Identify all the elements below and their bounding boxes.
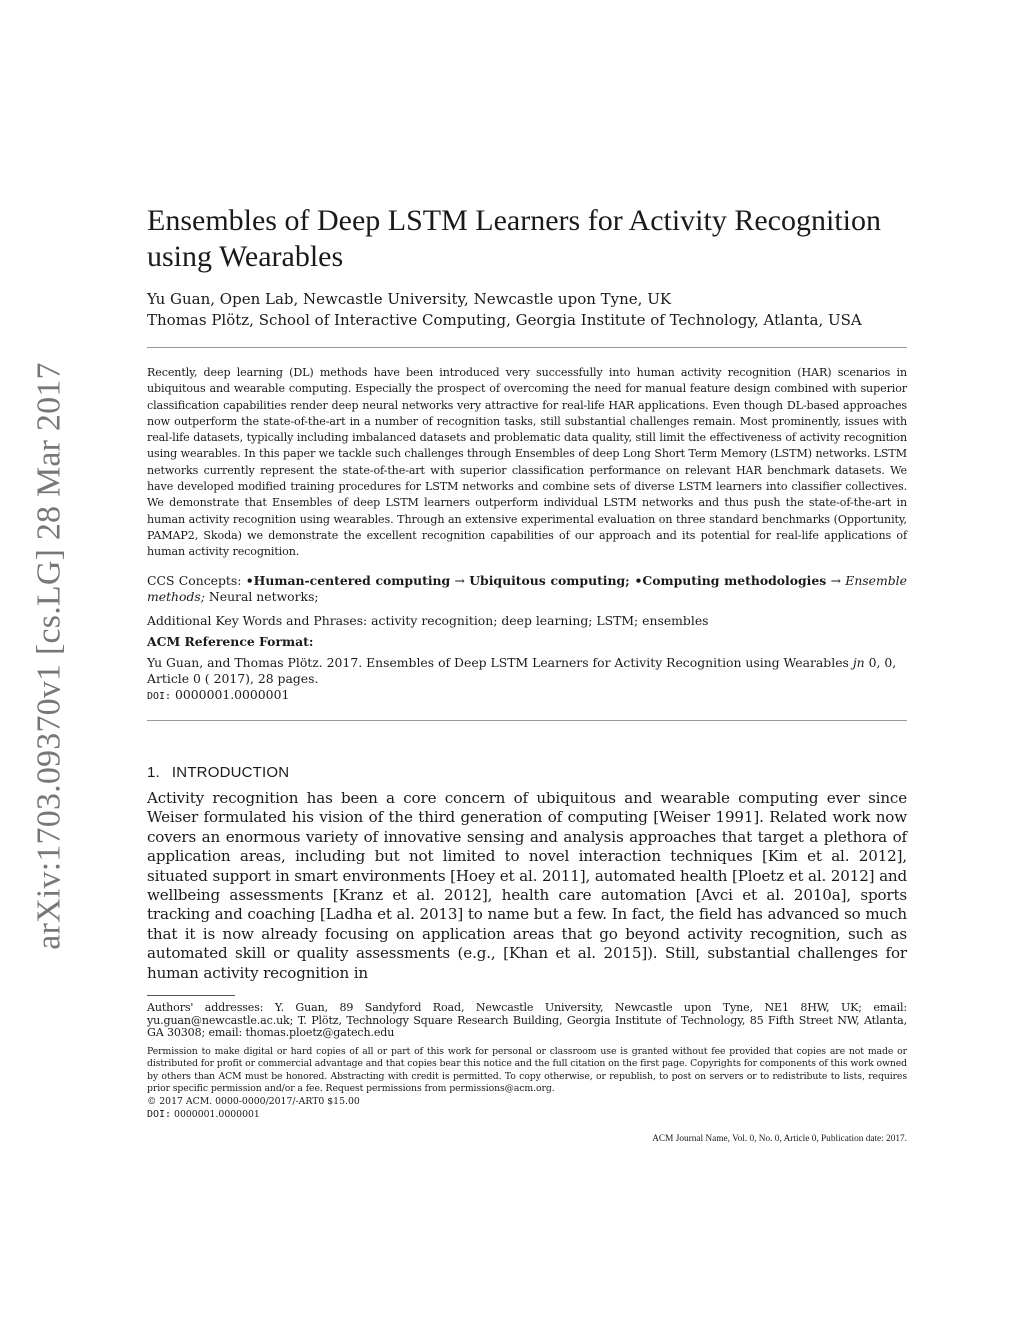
ccs-label: CCS Concepts: xyxy=(147,573,246,588)
keywords: Additional Key Words and Phrases: activity recognition; deep learning; LSTM; ensembles xyxy=(147,613,709,628)
author-block xyxy=(147,289,907,331)
ccs-concept-2: Ubiquitous computing; xyxy=(469,573,630,588)
arxiv-stamp xyxy=(12,362,88,950)
permission-notice: Permission to make digital or hard copies of all or part of this work for personal or classroom use is granted without fee provided that copies are not made or distributed for profit or commercial advantage and that copies bear this notice and the full citation on the first page. Copyrights for components of this work owned by others than ACM must be honored. Abstracting with credit is permitted. To copy otherwise, or republish, to post on servers or to redistribute to lists, requires prior specific permission and/or a fee. Request permissions from permissions@acm.org. xyxy=(147,1046,907,1095)
acm-reference-journal: jn xyxy=(852,655,865,670)
arxiv-stamp-text: arXiv:1703.09370v1 [cs.LG] 28 Mar 2017 xyxy=(31,362,68,950)
acm-reference-rest: 0, 0, Article 0 ( 2017), 28 pages. xyxy=(147,655,897,686)
ccs-concept-4: Ensemble methods; xyxy=(147,573,907,604)
ccs-concepts xyxy=(147,573,907,605)
abstract-rule xyxy=(147,720,907,721)
footnote-doi xyxy=(147,1109,907,1121)
ccs-arrow-1: → xyxy=(450,573,470,588)
acm-reference xyxy=(147,655,907,705)
running-footer: ACM Journal Name, Vol. 0, No. 0, Article 0, Publication date: 2017. xyxy=(652,1134,907,1144)
footnote-doi-label: DOI: xyxy=(147,1109,172,1120)
section-title: INTRODUCTION xyxy=(171,764,290,781)
acm-reference-heading: ACM Reference Format: xyxy=(147,634,314,649)
author-addresses: Authors' addresses: Y. Guan, 89 Sandyford Road, Newcastle University, Newcastle upon Tyne, NE1 8HW, UK; email: yu.guan@newcastle.ac.uk; T. Plötz, Technology Square Research Building, Georgia Institute of Technology, 85 Fifth Street NW, Atlanta, GA 30308; email: thomas.ploetz@gatech.edu xyxy=(147,1001,907,1040)
footnote-doi-value: 0000001.0000001 xyxy=(171,1109,260,1120)
header-rule xyxy=(147,347,907,348)
footnote-rule xyxy=(147,995,235,996)
ccs-concept-5: Neural networks; xyxy=(204,589,319,604)
doi-label: DOI: xyxy=(147,691,172,702)
introduction-body: Activity recognition has been a core concern of ubiquitous and wearable computing ever since Weiser formulated his vision of the third generation of computing [Weiser 1991]. Related work now covers an enormous variety of innovative sensing and analysis approaches that target a plethora of application areas, including but not limited to novel interaction techniques [Kim et al. 2012], situated support in smart environments [Hoey et al. 2011], automated health [Ploetz et al. 2012] and wellbeing assessments [Kranz et al. 2012], health care automation [Avci et al. 2010a], sports tracking and coaching [Ladha et al. 2013] to name but a few. In fact, the field has advanced so much that it is now already focusing on application areas that go beyond activity recognition, such as automated skill or quality assessments (e.g., [Khan et al. 2015]). Still, substantial challenges for human activity recognition in xyxy=(147,789,907,982)
paper-title: Ensembles of Deep LSTM Learners for Activity Recognition using Wearables xyxy=(147,204,881,273)
ccs-concept-3: •Computing methodologies xyxy=(629,573,827,588)
section-number: 1. xyxy=(147,764,160,781)
ccs-concept-1: •Human-centered computing xyxy=(245,573,451,588)
author-2: Thomas Plötz, School of Interactive Computing, Georgia Institute of Technology, Atlanta, USA xyxy=(147,311,862,329)
abstract: Recently, deep learning (DL) methods have been introduced very successfully into human activity recognition (HAR) scenarios in ubiquitous and wearable computing. Especially the prospect of overcoming the need for manual feature design combined with superior classification capabilities render deep neural networks very attractive for real-life HAR applications. Even though DL-based approaches now outperform the state-of-the-art in a number of recognition tasks, still substantial challenges remain. Most prominently, issues with real-life datasets, typically including imbalanced datasets and problematic data quality, still limit the effectiveness of activity recognition using wearables. In this paper we tackle such challenges through Ensembles of deep Long Short Term Memory (LSTM) networks. LSTM networks currently represent the state-of-the-art with superior classification performance on relevant HAR benchmark datasets. We have developed modified training procedures for LSTM networks and combine sets of diverse LSTM learners into classifier collectives. We demonstrate that Ensembles of deep LSTM learners outperform individual LSTM networks and thus push the state-of-the-art in human activity recognition using wearables. Through an extensive experimental evaluation on three standard benchmarks (Opportunity, PAMAP2, Skoda) we demonstrate the excellent recognition capabilities of our approach and its potential for real-life applications of human activity recognition. xyxy=(147,366,907,559)
copyright-line: © 2017 ACM. 0000-0000/2017/-ART0 $15.00 xyxy=(147,1096,360,1107)
doi-value: 0000001.0000001 xyxy=(171,687,290,702)
ccs-arrow-2: → xyxy=(826,573,846,588)
acm-reference-text: Yu Guan, and Thomas Plötz. 2017. Ensembles of Deep LSTM Learners for Activity Recognition using Wearables xyxy=(147,655,853,670)
section-heading xyxy=(147,764,907,781)
author-1: Yu Guan, Open Lab, Newcastle University, Newcastle upon Tyne, UK xyxy=(147,290,672,308)
